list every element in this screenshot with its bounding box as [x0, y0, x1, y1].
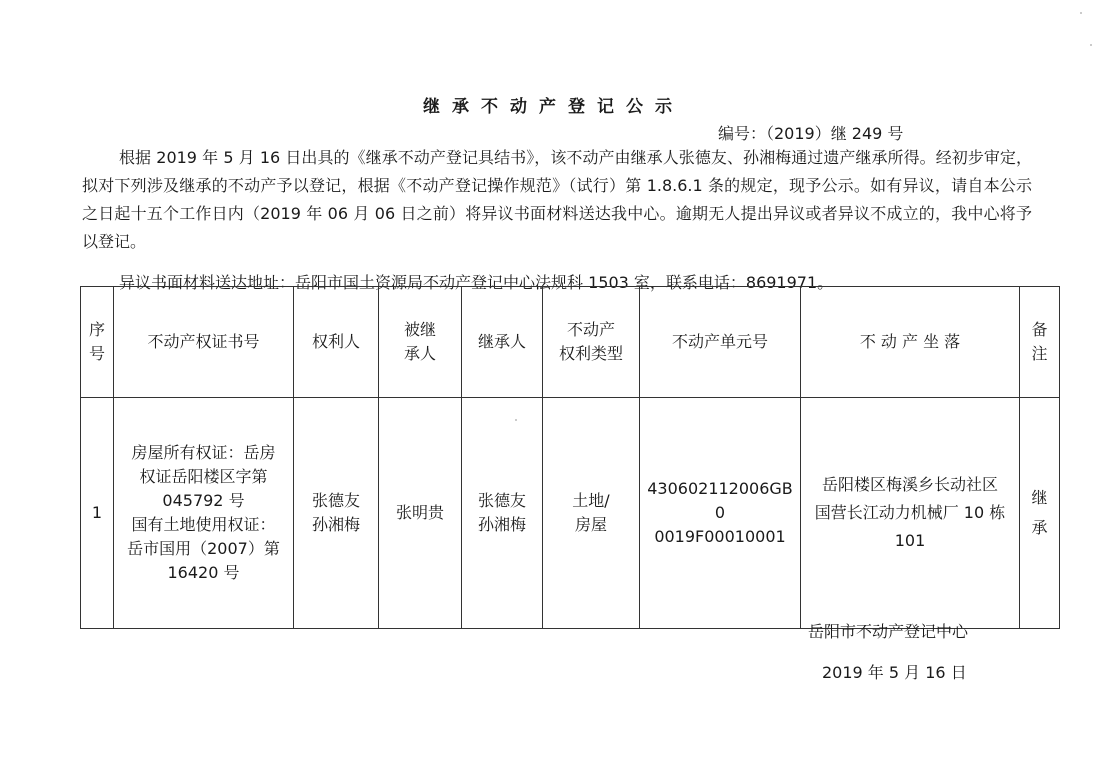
scan-speck — [1080, 12, 1082, 14]
cell-unit-number: 430602112006GB0 0019F00010001 — [640, 398, 801, 629]
header-cert-number: 不动产权证书号 — [114, 287, 294, 398]
header-remark: 备 注 — [1020, 287, 1060, 398]
header-decedent: 被继 承人 — [379, 287, 462, 398]
cell-location: 岳阳楼区梅溪乡长动社区 国营长江动力机械厂 10 栋 101 — [801, 398, 1020, 629]
notice-title: 继承不动产登记公示 — [423, 97, 684, 117]
cell-seq: 1 — [81, 398, 114, 629]
scan-speck — [1090, 44, 1092, 46]
issuing-organization: 岳阳市不动产登记中心 — [808, 622, 969, 641]
cell-remark: 继 承 — [1020, 398, 1060, 629]
issue-date: 2019 年 5 月 16 日 — [822, 663, 967, 682]
cell-right-type: 土地/ 房屋 — [543, 398, 640, 629]
table-header-row — [81, 287, 1060, 398]
notice-paragraph: 根据 2019 年 5 月 16 日出具的《继承不动产登记具结书》，该不动产由继承人张德友、孙湘梅通过遗产继承所得。经初步审定， 拟对下列涉及继承的不动产予以登记，根据《不动产登记操作规范》（试行）第 1.8.6.1 条的规定，现予公示。如有异议，请自本公示之日起十五个工作日内（2019 年 06 月 06 日之前）将异议书面材料送达我中心。逾期无人提出异议或者异议不成立的，我中心将予以登记。 — [82, 148, 1032, 251]
cell-cert-number: 房屋所有权证：岳房 权证岳阳楼区字第 045792 号 国有土地使用权证： 岳市国用（2007）第 16420 号 — [114, 398, 294, 629]
cell-holder: 张德友 孙湘梅 — [294, 398, 379, 629]
header-location: 不 动 产 坐 落 — [801, 287, 1020, 398]
registration-table — [80, 286, 1060, 629]
header-heir: 继承人 — [462, 287, 543, 398]
header-holder: 权利人 — [294, 287, 379, 398]
notice-body — [82, 144, 1032, 256]
document-number: 编号：（2019）继 249 号 — [718, 124, 904, 143]
table-row — [81, 398, 1060, 629]
header-unit-number: 不动产单元号 — [640, 287, 801, 398]
cell-heir: 张德友 孙湘梅 — [462, 398, 543, 629]
header-right-type: 不动产 权利类型 — [543, 287, 640, 398]
header-seq: 序 号 — [81, 287, 114, 398]
objection-address: 异议书面材料送达地址：岳阳市国土资源局不动产登记中心法规科 1503 室，联系电话：8691971。 — [119, 273, 834, 292]
scan-speck — [515, 419, 517, 421]
cell-decedent: 张明贵 — [379, 398, 462, 629]
